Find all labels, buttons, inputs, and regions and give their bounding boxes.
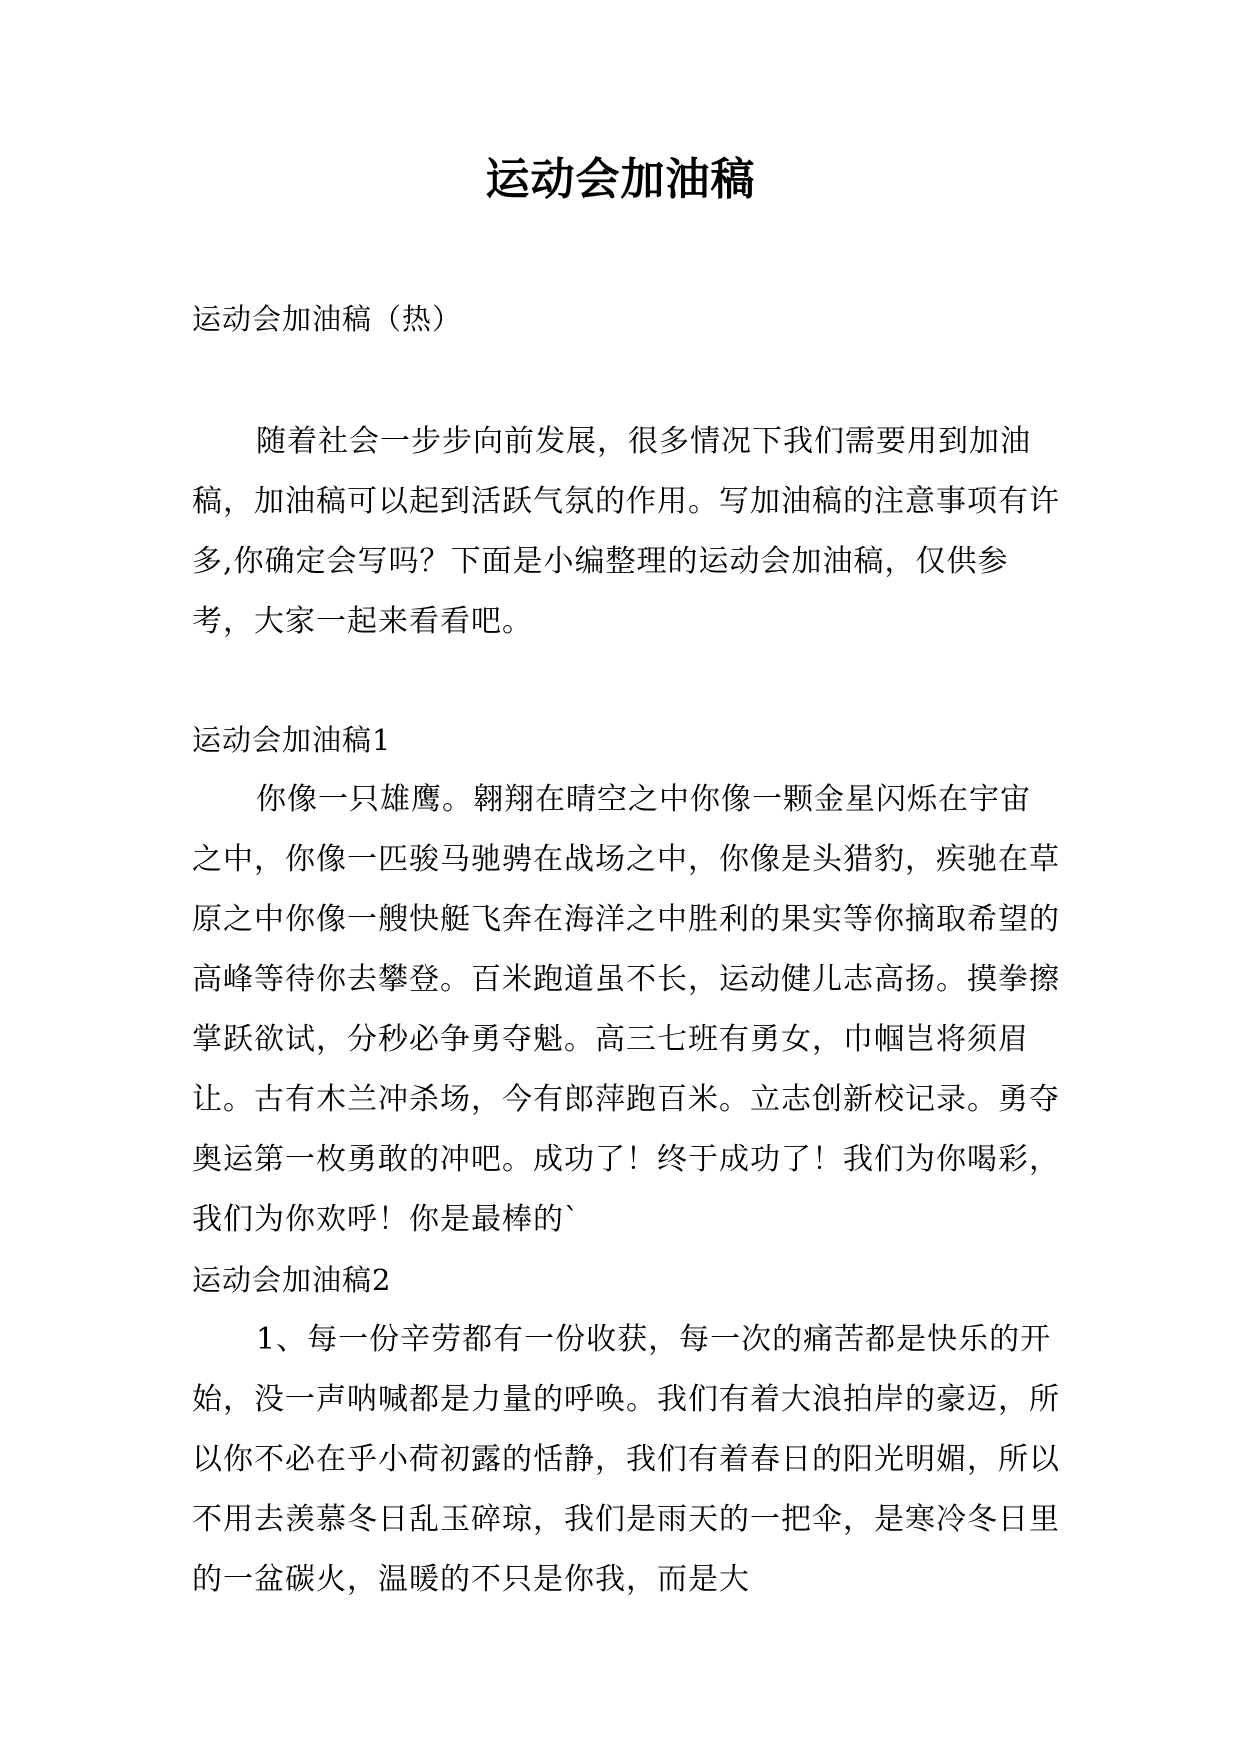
spacer [192,349,1060,412]
section-body-1: 你像一只雄鹰。翱翔在晴空之中你像一颗金星闪烁在宇宙之中，你像一匹骏马驰骋在战场之中，你像是头猎豹，疾驰在草原之中你像一艘快艇飞奔在海洋之中胜利的果实等你摘取希望的高峰等待你去攀登。百米跑道虽不长，运动健儿志高扬。摸拳擦掌跃欲试，分秒必争勇夺魁。高三七班有勇女，巾帼岂将须眉让。古有木兰冲杀场，今有郎萍跑百米。立志创新校记录。勇夺奥运第一枚勇敢的冲吧。成功了！终于成功了！我们为你喝彩，我们为你欢呼！你是最棒的` [192,782,1060,1237]
document-title: 运动会加油稿 [485,154,756,205]
spacer [192,652,1060,710]
section-body-2: 1、每一份辛劳都有一份收获，每一次的痛苦都是快乐的开始，没一声呐喊都是力量的呼唤。我们有着大浪拍岸的豪迈，所以你不必在乎小荷初露的恬静，我们有着春日的阳光明媚，所以不用去羡慕冬日乱玉碎琼，我们是雨天的一把伞，是寒冷冬日里的一盆碳火，温暖的不只是你我，而是大 [192,1322,1060,1597]
document-subtitle: 运动会加油稿（热） [192,302,463,336]
document-content [192,289,1060,1610]
section-heading-1: 运动会加油稿1 [192,723,392,757]
intro-paragraph: 随着社会一步步向前发展，很多情况下我们需要用到加油稿，加油稿可以起到活跃气氛的作用。写加油稿的注意事项有许多,你确定会写吗？下面是小编整理的运动会加油稿，仅供参考，大家一起来看看吧。 [192,424,1060,639]
section-heading-2: 运动会加油稿2 [192,1263,392,1297]
